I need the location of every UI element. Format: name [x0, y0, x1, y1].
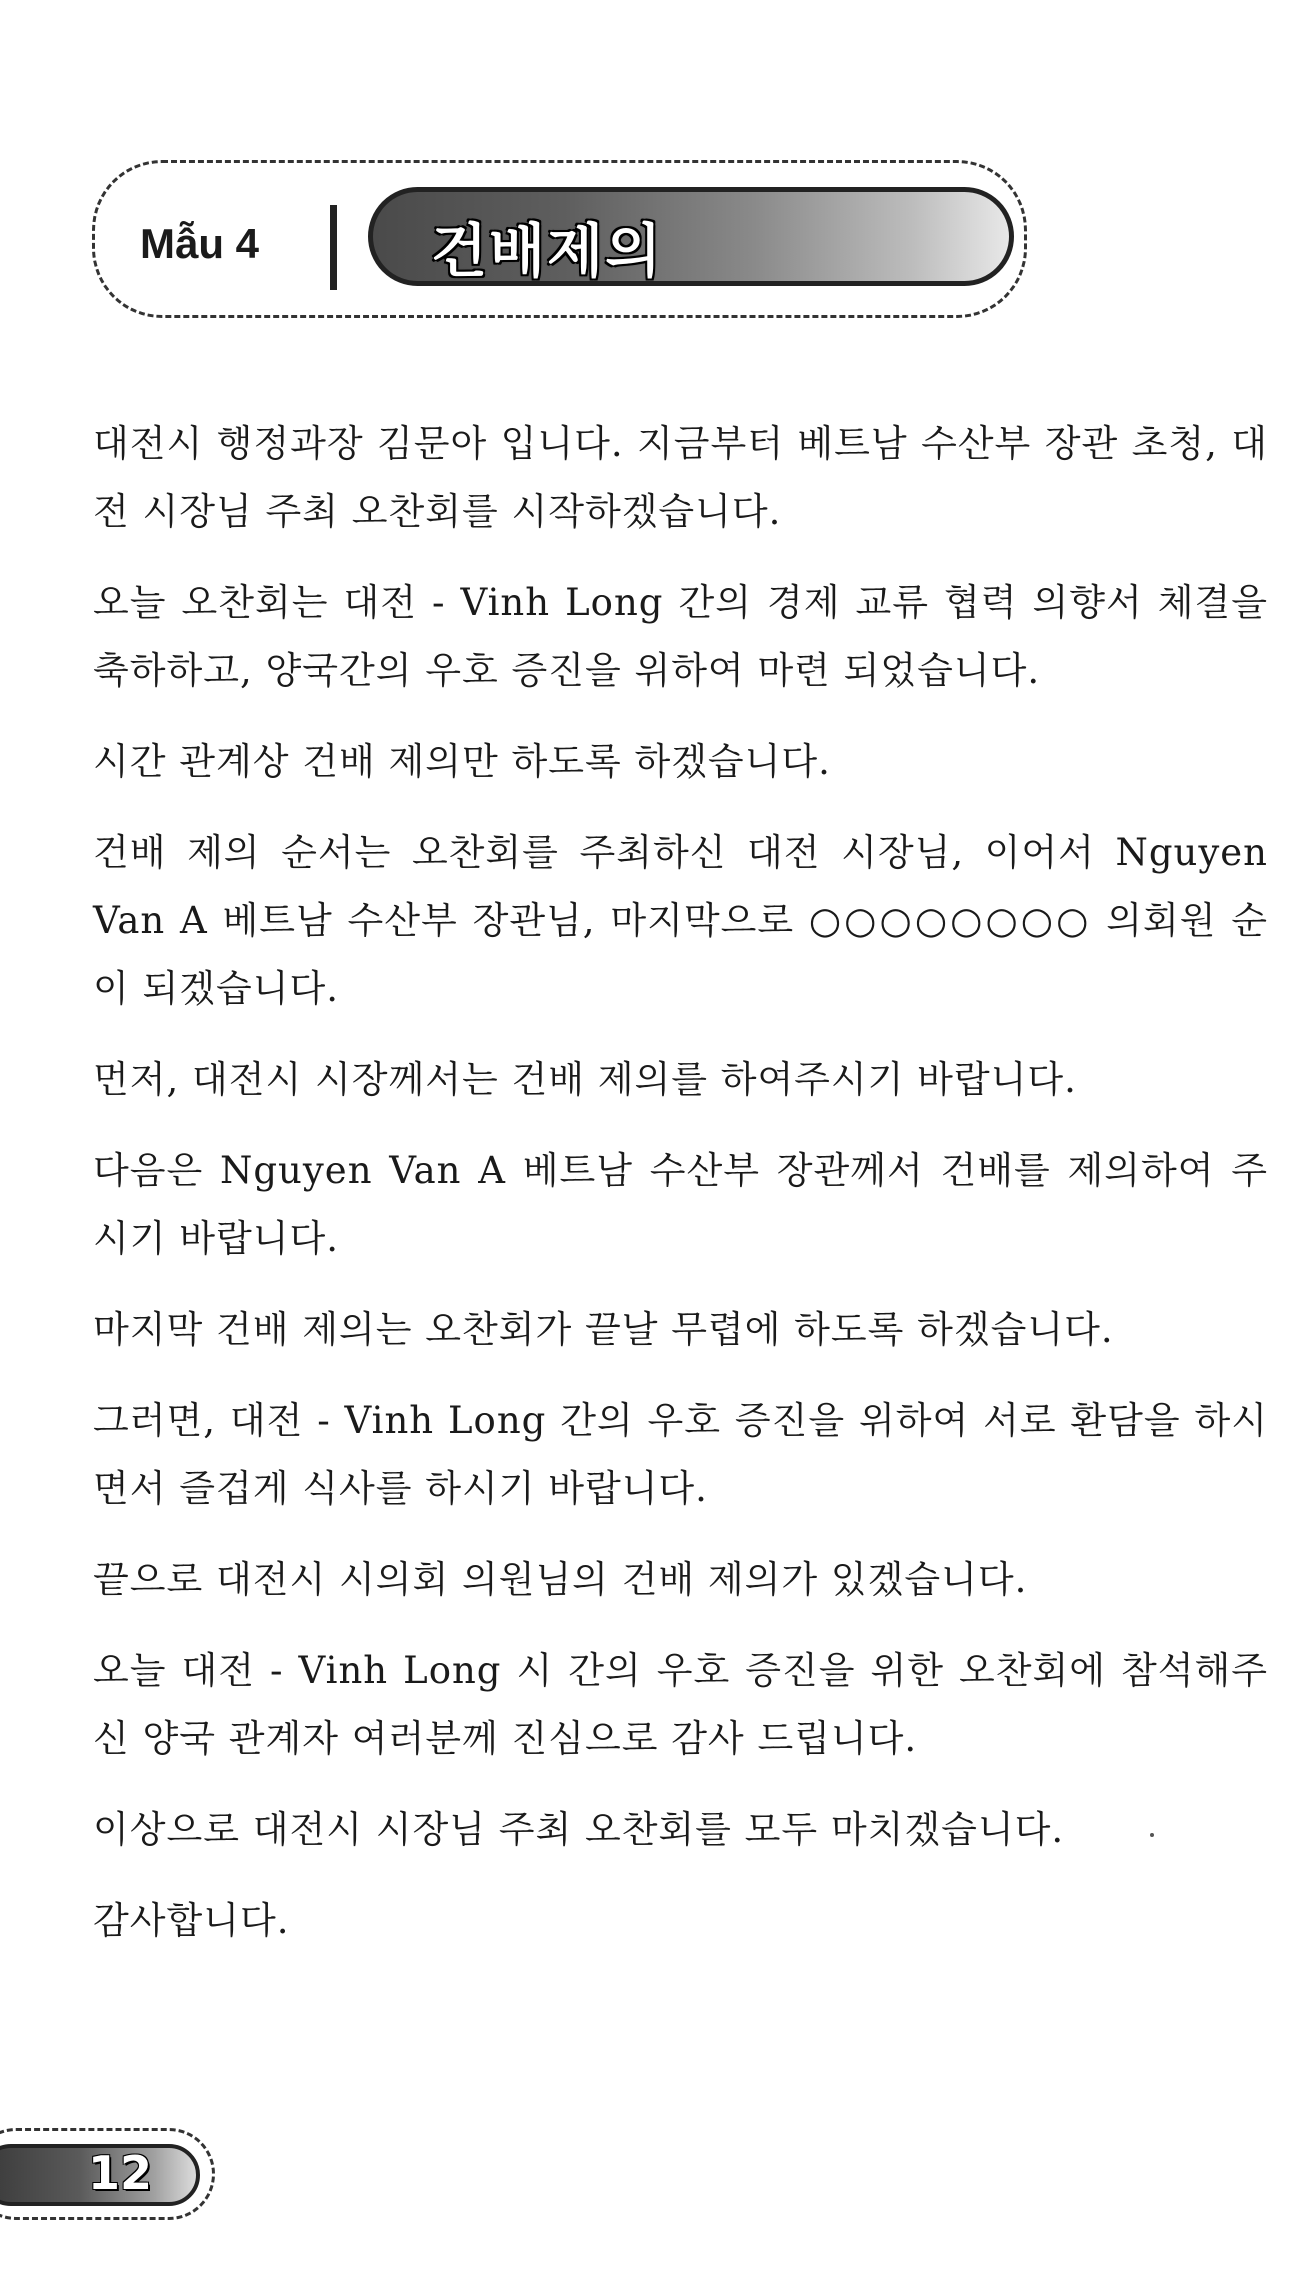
print-speck [1150, 1833, 1154, 1837]
title-separator [330, 205, 337, 290]
paragraph-8: 그러면, 대전 - Vinh Long 간의 우호 증진을 위하여 서로 환담을 하시면서 즐겁게 식사를 하시기 바랍니다. [93, 1399, 1268, 1510]
paragraph-9: 끝으로 대전시 시의회 의원님의 건배 제의가 있겠습니다. [93, 1558, 1028, 1601]
paragraph-11: 이상으로 대전시 시장님 주최 오찬회를 모두 마치겠습니다. [93, 1808, 1065, 1851]
title-banner [368, 187, 1014, 286]
paragraph-10: 오늘 대전 - Vinh Long 시 간의 우호 증진을 위한 오찬회에 참석해주신 양국 관계자 여러분께 진심으로 감사 드립니다. [93, 1649, 1268, 1760]
paragraph-4: 건배 제의 순서는 오찬회를 주최하신 대전 시장님, 이어서 Nguyen Van A 베트남 수산부 장관님, 마지막으로 ○○○○○○○○ 의회원 순이 되겠습니다. [93, 831, 1268, 1010]
paragraph-2: 오늘 오찬회는 대전 - Vinh Long 간의 경제 교류 협력 의향서 체결을 축하하고, 양국간의 우호 증진을 위하여 마련 되었습니다. [93, 581, 1268, 692]
paragraph-1: 대전시 행정과장 김문아 입니다. 지금부터 베트남 수산부 장관 초청, 대전 시장님 주최 오찬회를 시작하겠습니다. [93, 422, 1268, 533]
template-label: Mẫu 4 [140, 220, 260, 267]
paragraph-5: 먼저, 대전시 시장께서는 건배 제의를 하여주시기 바랍니다. [93, 1058, 1077, 1101]
paragraph-12: 감사합니다. [93, 1899, 290, 1942]
paragraph-6: 다음은 Nguyen Van A 베트남 수산부 장관께서 건배를 제의하여 주시기 바랍니다. [93, 1149, 1268, 1260]
paragraph-7: 마지막 건배 제의는 오찬회가 끝날 무렵에 하도록 하겠습니다. [93, 1308, 1114, 1351]
page-title: 건배제의 [431, 217, 664, 285]
page-number: 12 [88, 2146, 153, 2200]
paragraph-3: 시간 관계상 건배 제의만 하도록 하겠습니다. [93, 740, 831, 783]
speech-body [93, 410, 1268, 1978]
